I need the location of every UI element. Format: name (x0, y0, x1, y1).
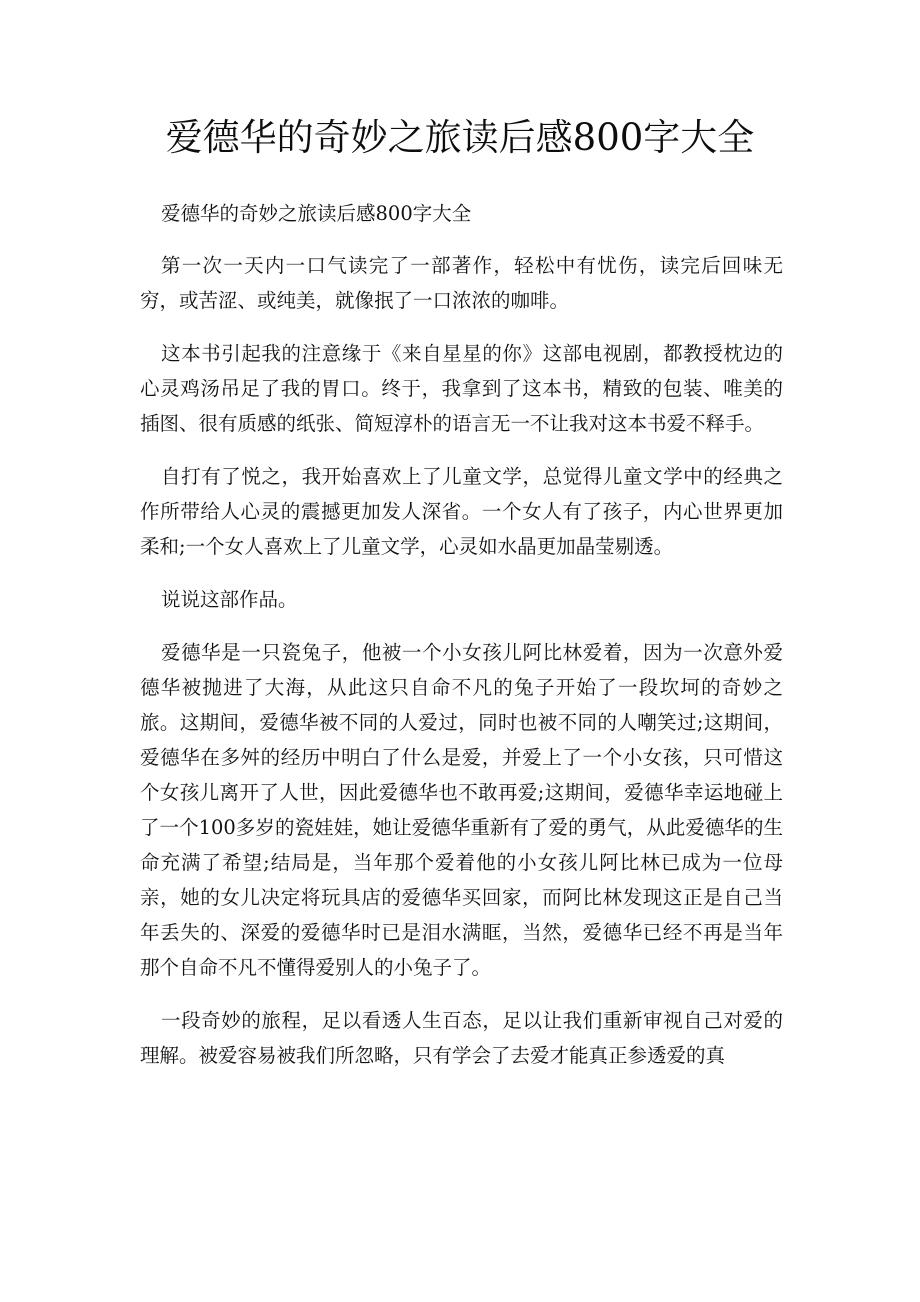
paragraph: 第一次一天内一口气读完了一部著作，轻松中有忧伤，读完后回味无穷，或苦涩、或纯美，就像抿了一口浓浓的咖啡。 (140, 254, 783, 312)
document-body (140, 196, 783, 1091)
paragraph: 说说这部作品。 (161, 588, 298, 611)
paragraph: 爱德华是一只瓷兔子，他被一个小女孩儿阿比林爱着，因为一次意外爱德华被抛进了大海，从此这只自命不凡的兔子开始了一段坎坷的奇妙之旅。这期间，爱德华被不同的人爱过，同时也被不同的人嘲笑过;这期间，爱德华在多舛的经历中明白了什么是爱，并爱上了一个小女孩，只可惜这个女孩儿离开了人世，因此爱德华也不敢再爱;这期间，爱德华幸运地碰上了一个100多岁的瓷娃娃，她让爱德华重新有了爱的勇气，从此爱德华的生命充满了希望;结局是，当年那个爱着他的小女孩儿阿比林已成为一位母亲，她的女儿决定将玩具店的爱德华买回家，而阿比林发现这正是自己当年丢失的、深爱的爱德华时已是泪水满眶，当然，爱德华已经不再是当年那个自命不凡不懂得爱别人的小兔子了。 (140, 641, 783, 979)
paragraph: 自打有了悦之，我开始喜欢上了儿童文学，总觉得儿童文学中的经典之作所带给人心灵的震撼更加发人深省。一个女人有了孩子，内心世界更加柔和;一个女人喜欢上了儿童文学，心灵如水晶更加晶莹剔透。 (140, 465, 783, 558)
paragraph-subtitle: 爱德华的奇妙之旅读后感800字大全 (161, 202, 472, 225)
paragraph: 这本书引起我的注意缘于《来自星星的你》这部电视剧，都教授枕边的心灵鸡汤吊足了我的胃口。终于，我拿到了这本书，精致的包装、唯美的插图、很有质感的纸张、简短淳朴的语言无一不让我对这本书爱不释手。 (140, 342, 783, 435)
paragraph: 一段奇妙的旅程，足以看透人生百态，足以让我们重新审视自己对爱的理解。被爱容易被我们所忽略，只有学会了去爱才能真正参透爱的真 (140, 1009, 783, 1067)
document-title: 爱德华的奇妙之旅读后感800字大全 (165, 116, 755, 159)
